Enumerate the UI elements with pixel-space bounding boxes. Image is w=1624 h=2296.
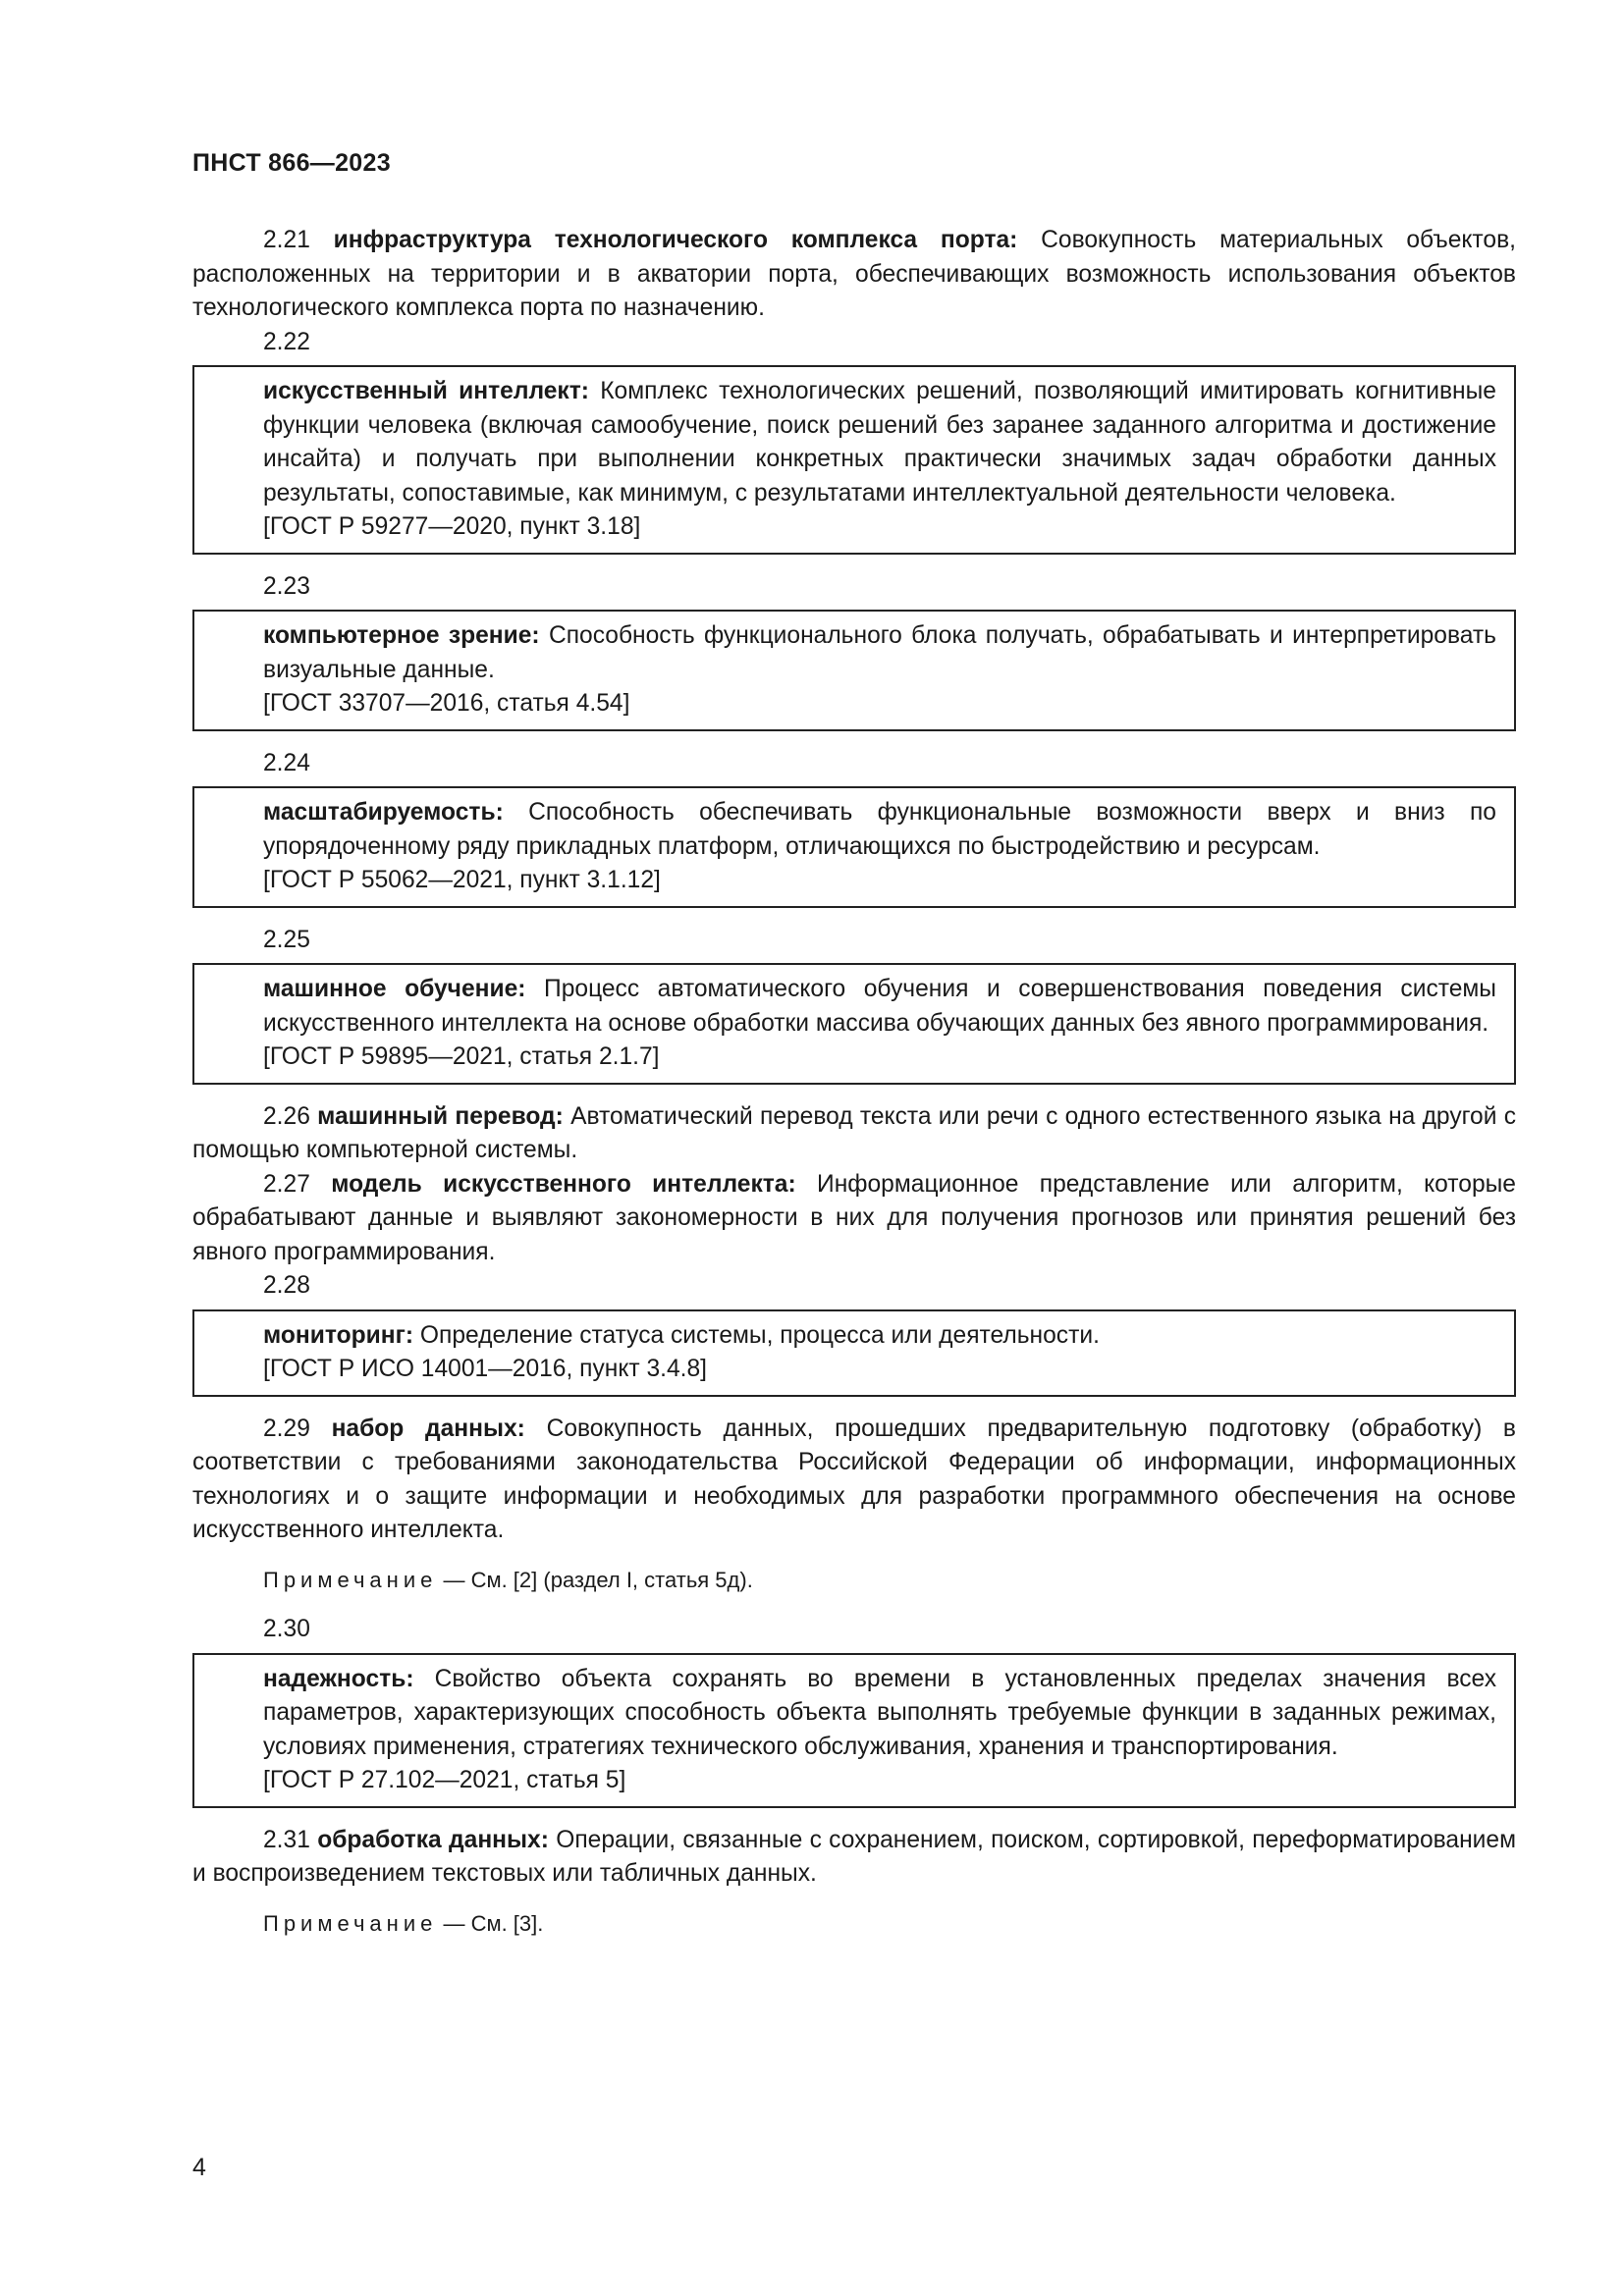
term-definition: Процесс автоматического обучения и совершенствования поведения системы искусственного интеллекта на основе обработки массива обучающих данных без явного программирования. xyxy=(263,976,1496,1037)
term-definition: Способность обеспечивать функциональные возможности вверх и вниз по упорядоченному ряду прикладных платформ, отличающихся по быстродействию и ресурсам. xyxy=(263,799,1496,860)
term-source: [ГОСТ Р 59277—2020, пункт 3.18] xyxy=(263,513,641,540)
entry-number: 2.31 xyxy=(263,1826,310,1853)
term-name: инфраструктура технологического комплекса порта: xyxy=(333,227,1018,253)
entry-number: 2.30 xyxy=(263,1616,310,1642)
term-source: [ГОСТ Р 55062—2021, пункт 3.1.12] xyxy=(263,867,661,893)
term-definition: Операции, связанные с сохранением, поиском, сортировкой, переформатированием и воспроизведением текстовых или табличных данных. xyxy=(192,1826,1516,1887)
term-definition: Свойство объекта сохранять во времени в установленных пределах значения всех параметров, характеризующих способность объекта выполнять требуемые функции в заданных режимах, условиях применения, стратегиях технического обслуживания, хранения и транспортирования. xyxy=(263,1665,1496,1760)
note-label: Примечание xyxy=(263,1910,438,1936)
term-entry-2-26 xyxy=(192,1100,1516,1168)
entry-number: 2.26 xyxy=(263,1102,310,1130)
term-source: [ГОСТ Р ИСО 14001—2016, пункт 3.4.8] xyxy=(263,1356,708,1382)
term-definition: Определение статуса системы, процесса или деятельности. xyxy=(419,1321,1100,1349)
note-2-29 xyxy=(192,1564,1516,1598)
entry-number: 2.23 xyxy=(263,572,310,600)
entry-number: 2.22 xyxy=(263,328,310,355)
entry-number: 2.27 xyxy=(263,1170,310,1198)
term-frame-2-30 xyxy=(192,1653,1516,1808)
document-body xyxy=(192,224,1516,1941)
term-name: машинное обучение: xyxy=(263,976,526,1002)
term-name: модель искусственного интеллекта: xyxy=(331,1170,796,1198)
term-definition: Комплекс технологических решений, позволяющий имитировать когнитивные функции человека (включая самообучение, поиск решений без заранее заданного алгоритма и достижение инсайта) и получать при выполнении конкретных практически значимых задач обработки данных результаты, сопоставимые, как минимум, с результатами интеллектуальной деятельности человека. xyxy=(263,378,1496,507)
term-definition: Информационное представление или алгоритм, которые обрабатывают данные и выявляют закономерности в них для получения прогнозов или принятия решений без явного программирования. xyxy=(192,1170,1516,1265)
term-name: масштабируемость: xyxy=(263,799,504,826)
note-text: — См. [2] (раздел I, статья 5д). xyxy=(437,1567,753,1592)
term-name: компьютерное зрение: xyxy=(263,622,540,649)
term-name: набор данных: xyxy=(331,1415,525,1442)
term-entry-2-21 xyxy=(192,224,1516,326)
term-name: машинный перевод: xyxy=(317,1102,564,1130)
note-label: Примечание xyxy=(263,1567,438,1592)
term-source: [ГОСТ Р 59895—2021, статья 2.1.7] xyxy=(263,1043,660,1070)
document-id: ПНСТ 866—2023 xyxy=(192,149,391,177)
page-number: 4 xyxy=(192,2154,206,2181)
term-definition: Способность функционального блока получать, обрабатывать и интерпретировать визуальные данные. xyxy=(263,622,1496,683)
term-entry-2-31 xyxy=(192,1824,1516,1892)
term-name: обработка данных: xyxy=(317,1826,549,1853)
note-text: — См. [3]. xyxy=(437,1910,544,1936)
term-name: надежность: xyxy=(263,1665,414,1692)
term-frame-2-28 xyxy=(192,1309,1516,1397)
term-frame-2-23 xyxy=(192,610,1516,731)
term-frame-2-22 xyxy=(192,365,1516,555)
term-name: мониторинг: xyxy=(263,1321,414,1349)
term-definition: Совокупность данных, прошедших предварительную подготовку (обработку) в соответствии с требованиями законодательства Российской Федерации об информации, информационных технологиях и о защите информации и необходимых для разработки программного обеспечения на основе искусственного интеллекта. xyxy=(192,1415,1516,1543)
term-frame-2-24 xyxy=(192,786,1516,908)
entry-number: 2.29 xyxy=(263,1415,310,1442)
term-frame-2-25 xyxy=(192,963,1516,1085)
term-name: искусственный интеллект: xyxy=(263,378,589,404)
term-entry-2-29 xyxy=(192,1413,1516,1548)
term-source: [ГОСТ Р 27.102—2021, статья 5] xyxy=(263,1767,626,1793)
term-definition: Автоматический перевод текста или речи с одного естественного языка на другой с помощью компьютерной системы. xyxy=(192,1102,1516,1163)
entry-number: 2.24 xyxy=(263,749,310,776)
term-definition: Совокупность материальных объектов, расположенных на территории и в акватории порта, обеспечивающих возможность использования объектов технологического комплекса порта по назначению. xyxy=(192,227,1516,321)
term-entry-2-27 xyxy=(192,1168,1516,1270)
entry-number: 2.28 xyxy=(263,1272,310,1299)
term-source: [ГОСТ 33707—2016, статья 4.54] xyxy=(263,690,630,717)
note-2-31 xyxy=(192,1907,1516,1942)
entry-number: 2.25 xyxy=(263,926,310,953)
entry-number: 2.21 xyxy=(263,227,310,253)
